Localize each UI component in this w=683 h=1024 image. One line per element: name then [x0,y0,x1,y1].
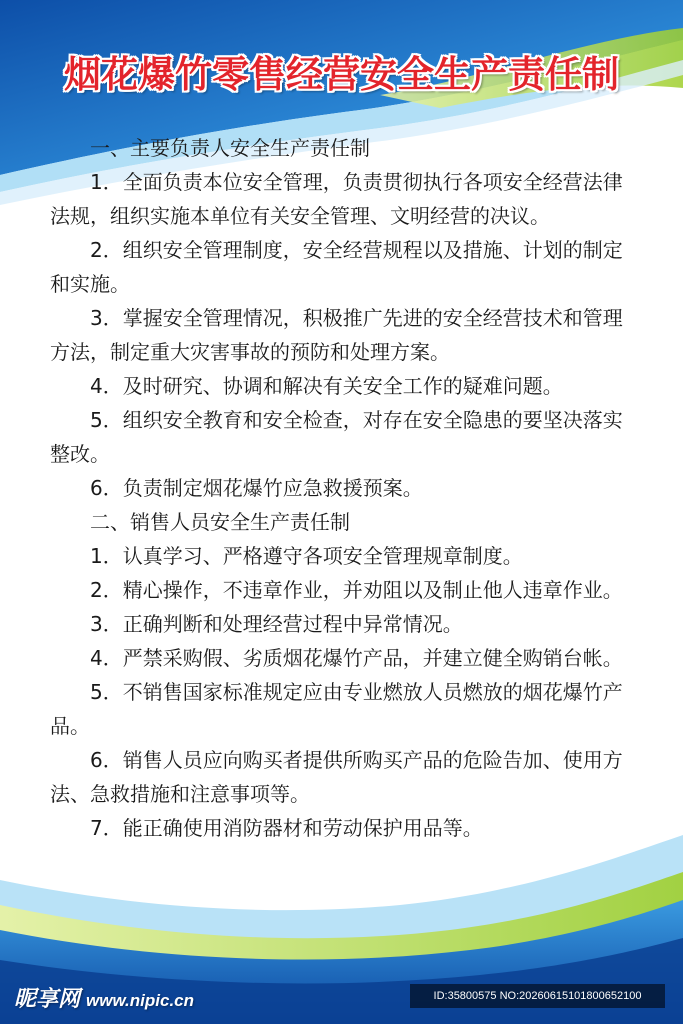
list-item: 6．负责制定烟花爆竹应急救援预案。 [90,476,423,500]
list-item: 2．组织安全管理制度，安全经营规程以及措施、计划的制定和实施。 [50,238,623,296]
section-heading-1: 一、主要负责人安全生产责任制 [90,136,370,160]
list-item: 4．及时研究、协调和解决有关安全工作的疑难问题。 [90,374,563,398]
list-item: 2．精心操作，不违章作业，并劝阻以及制止他人违章作业。 [90,578,623,602]
responsibility-content [50,131,638,845]
watermark-logo-cn: 昵享网 [14,986,81,1011]
list-item: 5．组织安全教育和安全检查，对存在安全隐患的要坚决落实整改。 [50,408,623,466]
list-item: 1．认真学习、严格遵守各项安全管理规章制度。 [90,544,523,568]
list-item: 4．严禁采购假、劣质烟花爆竹产品，并建立健全购销台帐。 [90,646,623,670]
list-item: 1．全面负责本位安全管理，负责贯彻执行各项安全经营法律法规，组织实施本单位有关安全管理、文明经营的决议。 [50,170,623,228]
list-item: 6．销售人员应向购买者提供所购买产品的危险告加、使用方法、急救措施和注意事项等。 [50,748,623,806]
list-item: 3．正确判断和处理经营过程中异常情况。 [90,612,463,636]
list-item: 5．不销售国家标准规定应由专业燃放人员燃放的烟花爆竹产品。 [50,680,623,738]
list-item: 7．能正确使用消防器材和劳动保护用品等。 [90,816,483,840]
list-item: 3．掌握安全管理情况，积极推广先进的安全经营技术和管理方法，制定重大灾害事故的预防和处理方案。 [50,306,623,364]
section-heading-2: 二、销售人员安全生产责任制 [90,510,350,534]
watermark-url: www.nipic.cn [86,991,195,1010]
watermark-logo [14,982,194,1013]
poster-title: 烟花爆竹零售经营安全生产责任制 [64,53,619,96]
watermark-id: ID:35800575 NO:20260615101800652100 [410,984,665,1008]
